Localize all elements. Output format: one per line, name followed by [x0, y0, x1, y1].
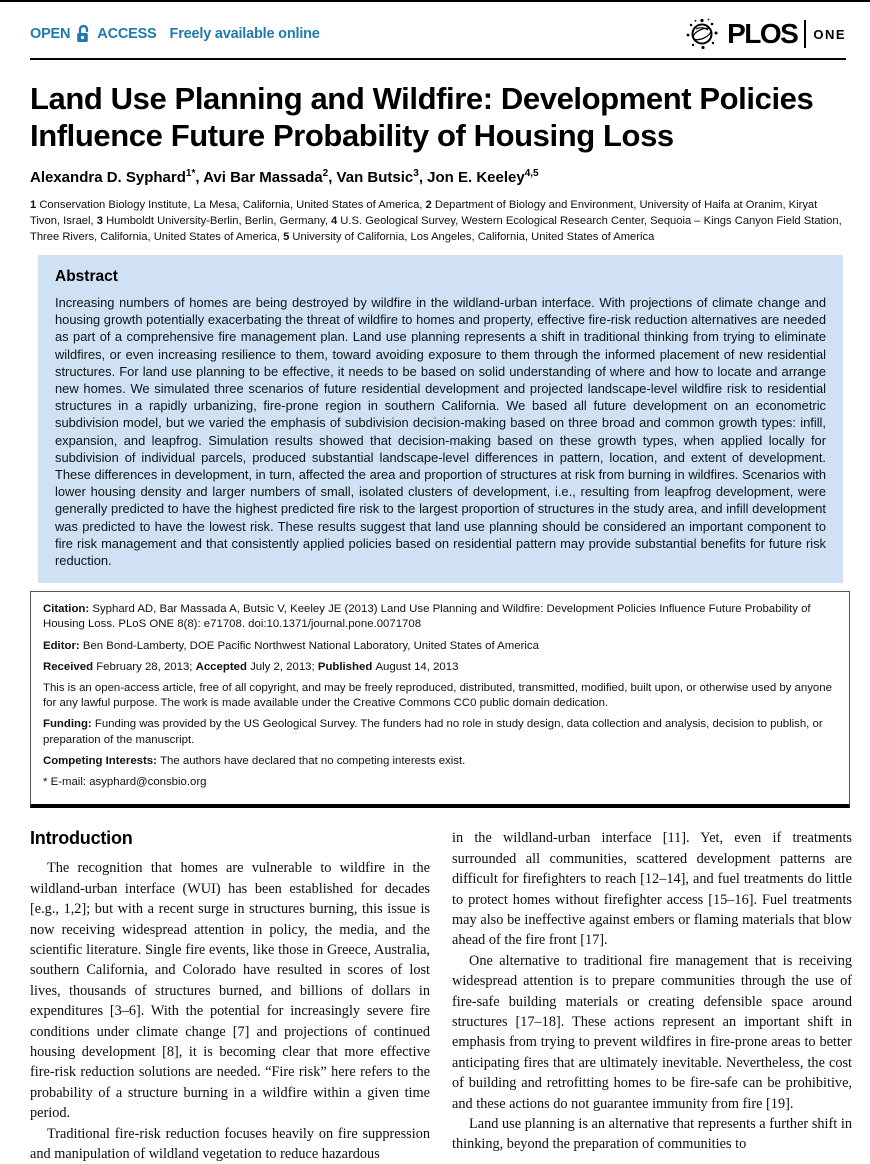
citation-text: Syphard AD, Bar Massada A, Butsic V, Keeley JE (2013) Land Use Planning and Wildfire: Development Policies Influence Future Probability of Housing Loss. PLoS ONE 8(8): e71708. doi:10.1371/journal.pone.0071708	[43, 603, 811, 631]
accepted-label: Accepted	[195, 660, 251, 673]
editor-text: Ben Bond-Lamberty, DOE Pacific Northwest National Laboratory, United States of America	[82, 639, 539, 652]
author-separator: ,	[418, 169, 428, 186]
body-paragraph: in the wildland-urban interface [11]. Yet, even if treatments surrounded all communities, scattered development patterns are difficult for firefighters to reach [12–14], and fuel treatments do little to protect homes without firefighter access [15–16]. Fuel treatments may also be ineffective against embers or flaming materials that blow ahead of the fire front [17].	[452, 830, 852, 949]
body-paragraph: Land use planning is an alternative that represents a further shift in thinking, beyond the preparation of communities to	[452, 1115, 852, 1153]
page-top-border	[0, 0, 870, 2]
affiliations	[30, 197, 846, 245]
logo-divider	[804, 20, 806, 48]
open-access-open-label: OPEN	[30, 26, 71, 42]
author-separator: ,	[328, 169, 337, 186]
author-name: Alexandra D. Syphard	[30, 169, 186, 186]
affiliation-text: Conservation Biology Institute, La Mesa, California, United States of America,	[36, 199, 426, 211]
copyright-row: This is an open-access article, free of all copyright, and may be freely reproduced, distributed, transmitted, modified, built upon, or otherwise used by anyone for any lawful purpose. The work is made available under the Creative Commons CC0 public domain dedication.	[43, 682, 832, 710]
citation-row	[43, 602, 837, 632]
author-affil-marker: 3	[413, 168, 419, 179]
affiliation-number: 3	[96, 215, 103, 227]
journal-name-one: ONE	[813, 26, 846, 42]
left-column	[30, 828, 430, 1164]
affiliation-number: 5	[283, 231, 290, 243]
editor-row	[43, 639, 837, 654]
article-title: Land Use Planning and Wildfire: Development Policies Influence Future Probability of Housing Loss	[30, 81, 814, 153]
funding-row	[43, 717, 837, 747]
competing-interests-row	[43, 754, 837, 769]
plos-logo-icon	[684, 16, 720, 52]
abstract-text: Increasing numbers of homes are being destroyed by wildfire in the wildland-urban interface. With projections of climate change and housing growth potentially exacerbating the threat of wildfire to homes and property, effective fire-risk reduction alternatives are needed as part of a comprehensive fire management plan. Land use planning represents a shift in traditional thinking from trying to eliminate wildfires, or even increasing resilience to them, toward avoiding exposure to them through the informed placement of new residential structures. For land use planning to be effective, it needs to be based on solid understanding of where and how to locate and arrange new homes. We simulated three scenarios of future residential development and projected landscape-level wildfire risk to residential structures in a rapidly urbanizing, fire-prone region in southern California. We based all future development on an econometric subdivision model, but we varied the emphasis of subdivision decision-making based on three broad and common growth types: infill, expansion, and leapfrog. Simulation results showed that decision-making based on these growth types, when applied locally for subdivision of individual parcels, produced substantial landscape-level differences in pattern, location, and extent of development. These differences in development, in turn, affected the area and proportion of structures at risk from burning in wildfires. Scenarios with lower housing density and larger numbers of small, isolated clusters of development, i.e., resulting from leapfrog development, were generally predicted to have the highest predicted fire risk to the largest proportion of structures in the study area, and infill development was predicted to have the lowest risk. These results suggest that land use planning should be considered an important component to fire risk management and that consistently applied policies based on residential pattern may provide substantial benefits for future risk reduction.	[55, 295, 826, 569]
email-row	[43, 775, 837, 790]
abstract-heading: Abstract	[55, 268, 118, 285]
affiliation-text: Department of Biology and Environment, University of Haifa at Oranim, Kiryat Tivon, Israel,	[30, 199, 818, 227]
open-lock-icon	[75, 24, 92, 44]
received-label: Received	[43, 660, 97, 673]
abstract-box	[38, 255, 843, 583]
body-paragraph: The recognition that homes are vulnerable to wildfire in the wildland-urban interface (WUI) has been established for decades [e.g., 1,2]; but with a recent surge in structures burning, this issue is now receiving widespread attention in policy, the media, and the scientific literature. Single fire events, like those in Greece, Australia, southern California, and Colorado have resulted in scores of lost lives, thousands of structures burned, and billions of dollars in expenditures [3–6]. With the potential for increasingly severe fire conditions under climate change [7] and projections of continued housing development [8], it is becoming clear that more effective fire-risk reduction solutions are needed. “Fire risk” here refers to the probability of a structure burning in a wildfire within a given time period.	[30, 860, 430, 1122]
affiliation-number: 4	[330, 215, 338, 227]
page-header	[30, 16, 846, 52]
affiliation-text: U.S. Geological Survey, Western Ecological Research Center, Sequoia – Kings Canyon Field Station, Three Rivers, California, United States of America,	[30, 215, 842, 243]
author-separator: ,	[195, 169, 204, 186]
affiliation-text: Humboldt University-Berlin, Berlin, Germany,	[102, 215, 331, 227]
published-label: Published	[317, 660, 376, 673]
funding-label: Funding:	[43, 718, 95, 731]
open-access-access-label: ACCESS	[97, 26, 157, 42]
body-paragraph: Traditional fire-risk reduction focuses heavily on fire suppression and manipulation of wildland vegetation to reduce hazardous	[30, 1125, 430, 1162]
received-date: February 28, 2013;	[96, 660, 196, 673]
funding-text: Funding was provided by the US Geological Survey. The funders had no role in study design, data collection and analysis, decision to publish, or preparation of the manuscript.	[43, 718, 823, 746]
competing-interests-label: Competing Interests:	[43, 754, 161, 767]
article-metadata-box	[30, 591, 850, 808]
accepted-date: July 2, 2013;	[250, 660, 318, 673]
author-name: Avi Bar Massada	[203, 169, 323, 186]
author-name: Jon E. Keeley	[427, 169, 525, 186]
dates-row	[43, 660, 837, 675]
author-affil-marker: 2	[322, 168, 329, 179]
introduction-heading: Introduction	[30, 828, 133, 849]
open-access-banner	[30, 24, 320, 44]
published-date: August 14, 2013	[375, 660, 459, 673]
affiliation-text: University of California, Los Angeles, California, United States of America	[289, 231, 655, 243]
freely-available-label: Freely available online	[169, 26, 320, 42]
email-label: * E-mail:	[43, 776, 90, 789]
citation-label: Citation:	[43, 603, 93, 616]
author-line	[30, 169, 840, 186]
editor-label: Editor:	[43, 639, 83, 652]
competing-interests-text: The authors have declared that no competing interests exist.	[160, 754, 466, 767]
affiliation-number: 2	[425, 199, 432, 211]
body-paragraph: One alternative to traditional fire management that is receiving widespread attention is to prepare communities through the use of fire-safe building materials or creating defensible space around structures [17–18]. These actions represent an important shift in emphasis from trying to prevent wildfires in fire-prone areas to better anticipating fires that are ultimately inevitable. Nevertheless, the cost of building and retrofitting homes to be fire-safe can be prohibitive, and these actions do not guarantee immunity from fire [19].	[452, 952, 852, 1112]
plos-one-logo	[684, 16, 846, 52]
plos-wordmark: PLOS	[727, 18, 798, 49]
header-rule	[30, 58, 846, 60]
email-address: asyphard@consbio.org	[89, 776, 207, 789]
article-body	[30, 828, 852, 1164]
author-affil-marker: 4,5	[524, 168, 539, 179]
author-affil-marker: 1*	[185, 168, 196, 179]
affiliation-number: 1	[30, 199, 37, 211]
right-column	[452, 828, 852, 1164]
author-name: Van Butsic	[336, 169, 414, 186]
